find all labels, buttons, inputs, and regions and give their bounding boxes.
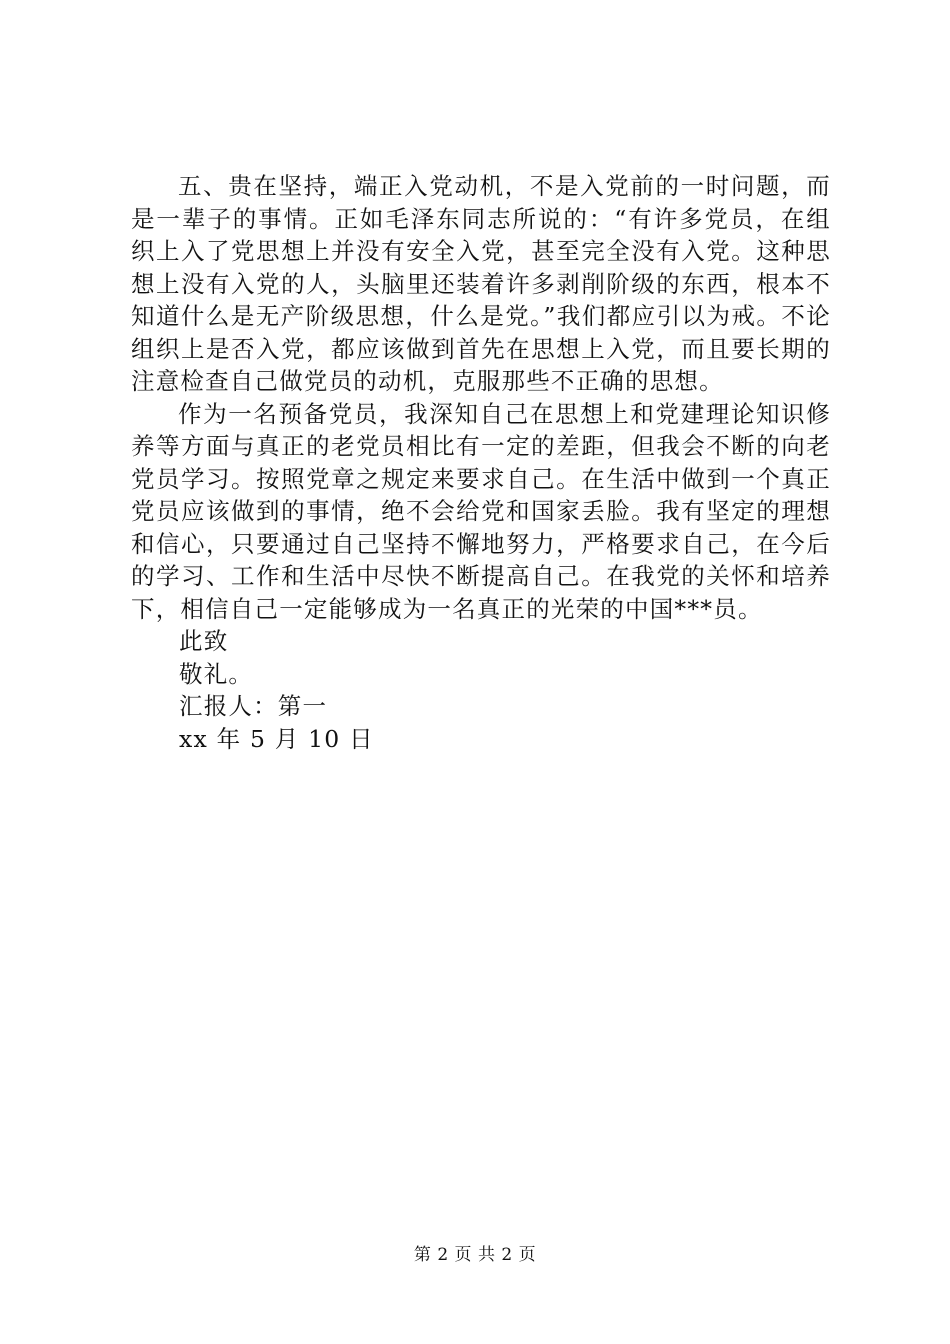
reporter-signature: 汇报人：第一: [179, 692, 328, 720]
paragraph-probationary-member: 作为一名预备党员，我深知自己在思想上和党建理论知识修养等方面与真正的老党员相比有一定的差距，但我会不断的向老党员学习。按照党章之规定来要求自己。在生活中做到一个真正党员应该做到的事情，绝不会给党和国家丢脸。我有坚定的理想和信心，只要通过自己坚持不懈地努力，严格要求自己，在今后的学习、工作和生活中尽快不断提高自己。在我党的关怀和培养下，相信自己一定能够成为一名真正的光荣的中国***员。: [131, 399, 831, 623]
salute-phrase: 敬礼。: [179, 659, 254, 688]
closing-phrase: 此致: [179, 627, 229, 655]
report-date: xx 年 5 月 10 日: [179, 724, 374, 753]
paragraph-persistence: 五、贵在坚持，端正入党动机，不是入党前的一时问题，而是一辈子的事情。正如毛泽东同志所说的：“有许多党员，在组织上入了党思想上并没有安全入党，甚至完全没有入党。这种思想上没有入党的人，头脑里还装着许多剥削阶级的东西，根本不知道什么是无产阶级思想，什么是党。”我们都应引以为戒。不论组织上是否入党，都应该做到首先在思想上入党，而且要长期的注意检查自己做党员的动机，克服那些不正确的思想。: [131, 172, 831, 395]
page-number-footer: 第 2 页 共 2 页: [413, 1245, 537, 1265]
document-body: [131, 170, 831, 755]
